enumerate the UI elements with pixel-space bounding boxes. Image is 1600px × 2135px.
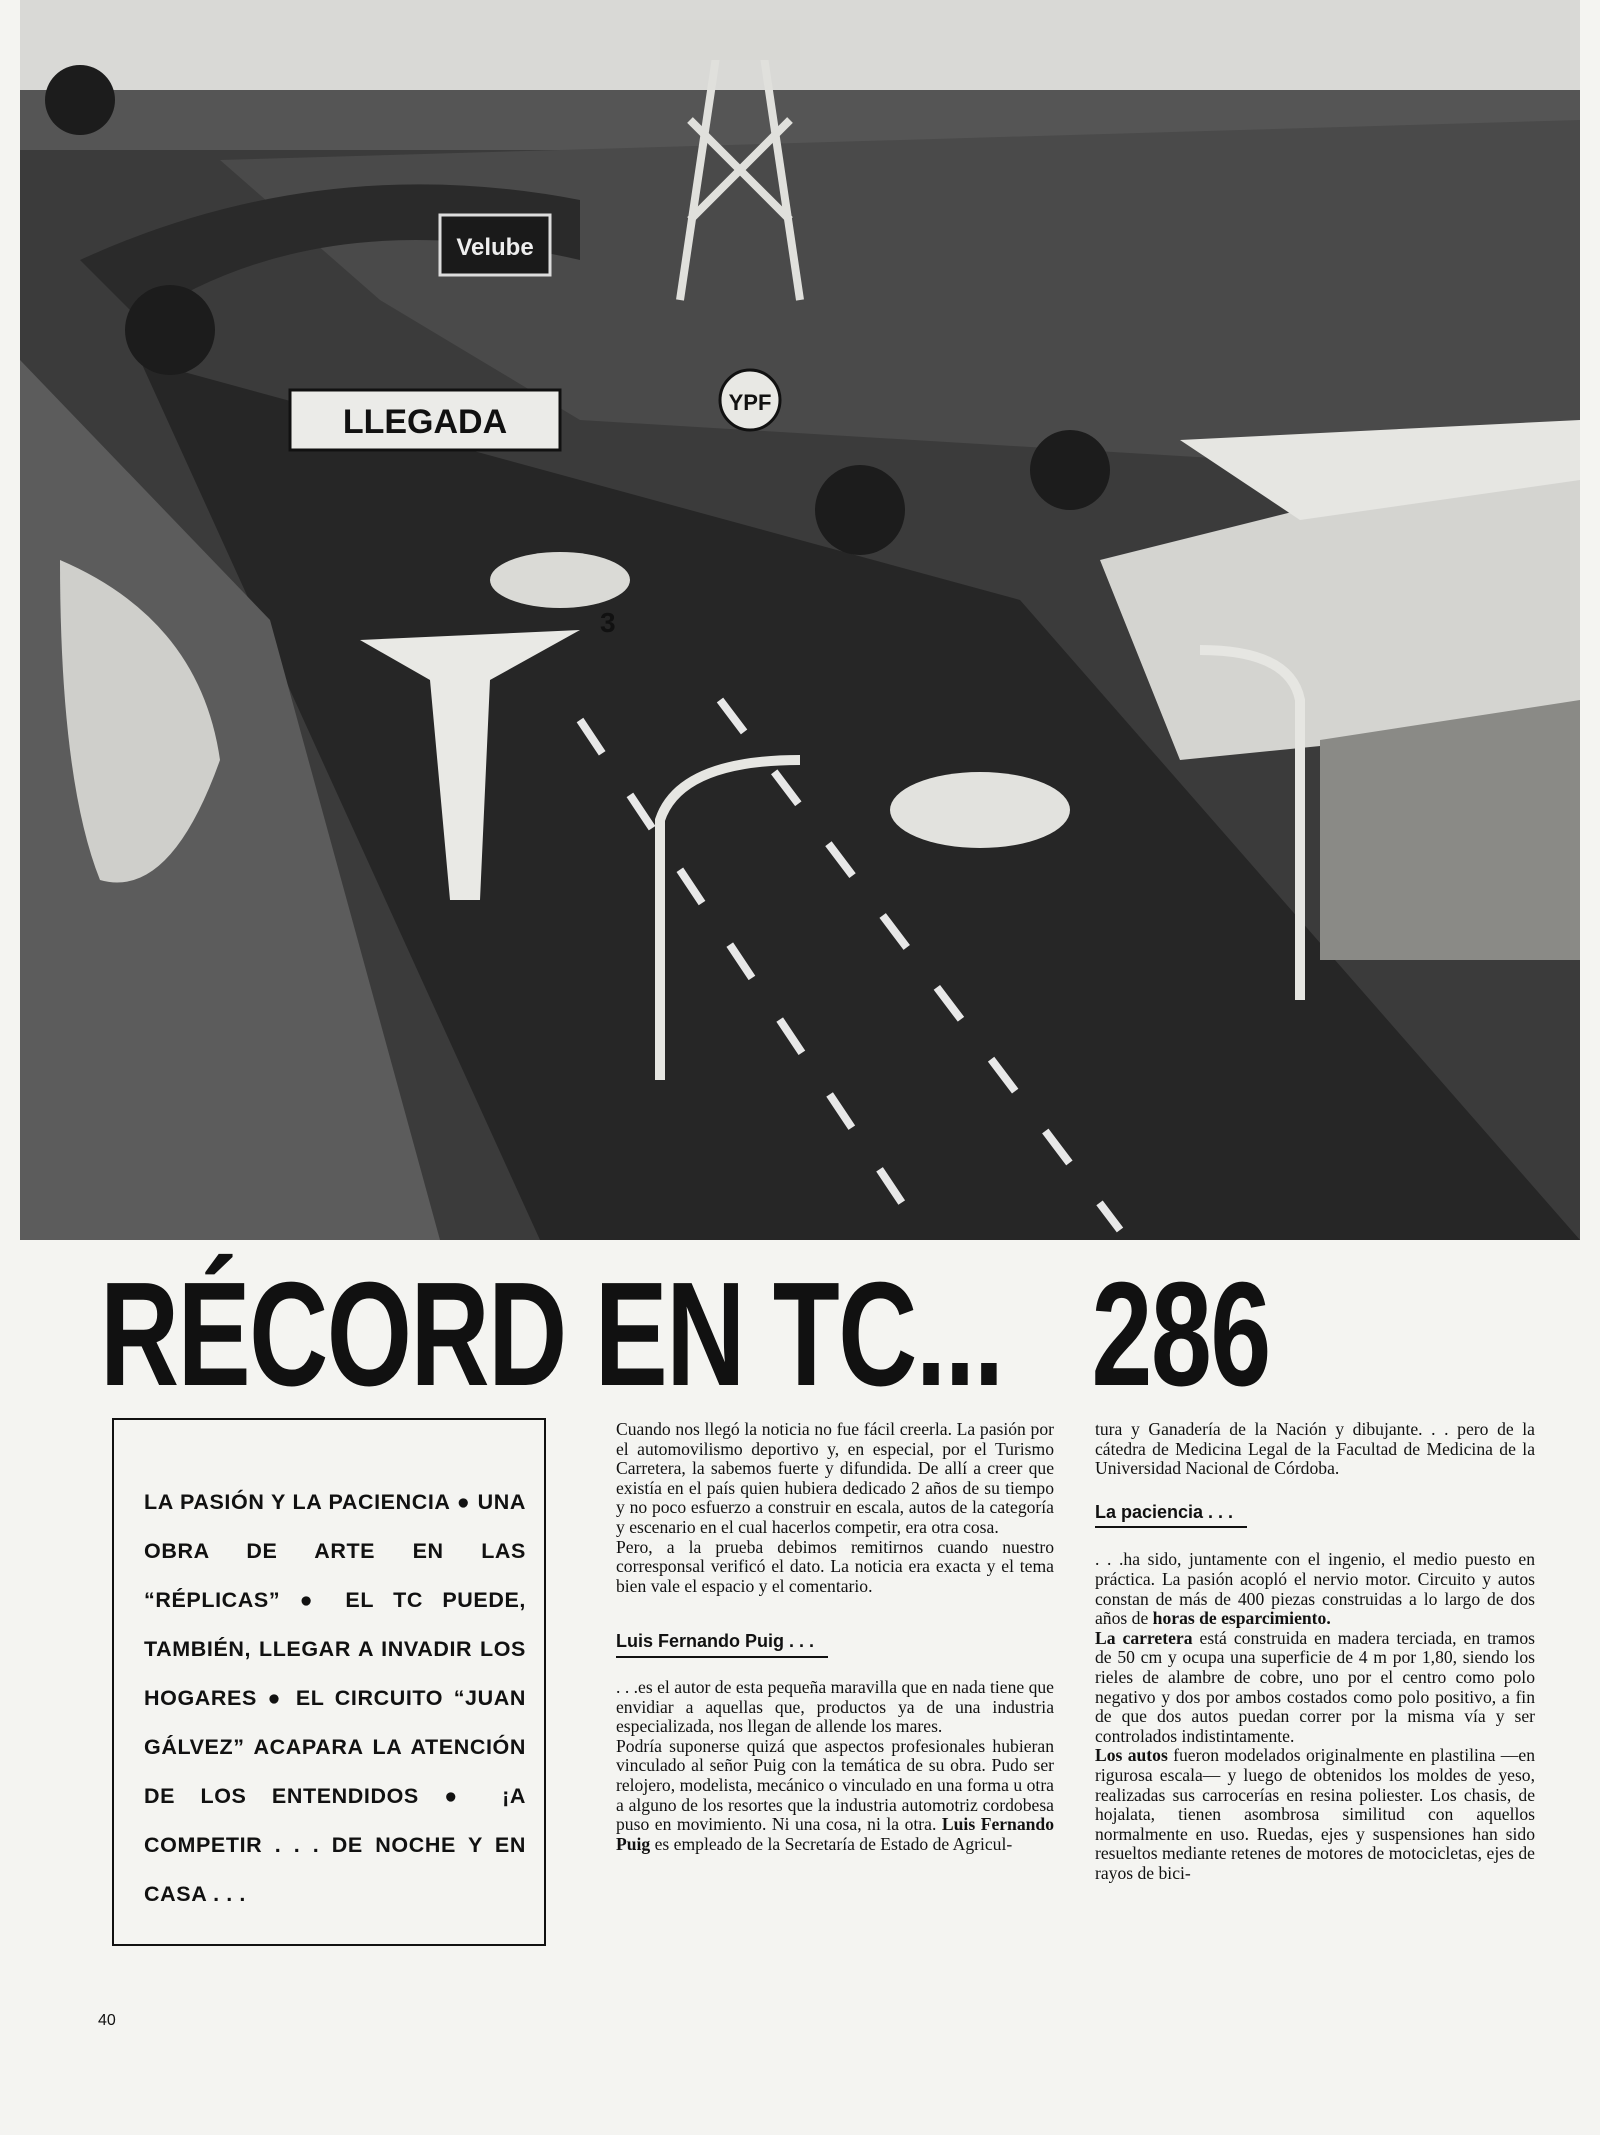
author-name-bold: Luis Fernando Puig — [616, 1814, 1055, 1854]
headline-title: RÉCORD EN TC... — [100, 1252, 1003, 1417]
paragraph-profession-text: Podría suponerse quizá que aspectos profesionales hubieran vinculado al señor Puig con la temática de su obra. Pudo ser relojero, modelista, mecánico o vinculado en una forma u otra a alguno de los resortes que la industria automotriz cordobesa puso en movimiento. Ni una cosa, ni la otra. — [616, 1735, 1054, 1835]
paragraph-carretera-text: está construida en madera terciada, en tramos de 50 cm y ocupa una superficie de 4 m por 1,80, siendo los rieles de alambre de cobre, uno por el centro como polo negativo y dos por ambos costados como polo positivo, a fin de que dos autos puedan correr por la misma vía y ser controlados indistintamente. — [1095, 1627, 1536, 1746]
subheading-puig: Luis Fernando Puig . . . — [616, 1632, 828, 1658]
leisure-hours-bold: horas de esparcimiento. — [1152, 1608, 1331, 1629]
intro-paragraph-2: Pero, a la prueba debimos remitirnos cuando nuestro corresponsal verificó el dato. La noticia era exacta y el tema bien vale el espacio y el comentario. — [616, 1536, 1054, 1596]
page-number: 40 — [98, 2012, 116, 2029]
paragraph-carretera — [1095, 1629, 1535, 1747]
paragraph-autos — [1095, 1746, 1535, 1883]
paragraph-autos-text: fueron modelados originalmente en plastilina —en rigurosa escala— y luego de obtenidos los moldes de yeso, realizadas sus carrocerías en resina poliester. Los chasis, de hojalata, tienen asombrosa similitud con aquellos normalmente en uso. Ruedas, ejes y suspensiones han sido resueltos mediante retenes de motores de motocicletas, ejes de rayos de bici- — [1095, 1745, 1535, 1883]
subheading-paciencia: La paciencia . . . — [1095, 1503, 1247, 1529]
intro-paragraph: Cuando nos llegó la noticia no fue fácil creerla. La pasión por el automovilismo deportivo y, en especial, por el Turismo Carretera, la sabemos fuerte y difundida. De allí a creer que existía en el país quien hubiera dedicado 2 años de su tiempo y no poco esfuerzo a construir en escala, autos de la categoría y escenario en el cual hacerlos competir, era otra cosa. — [616, 1419, 1054, 1537]
hero-photo — [20, 0, 1580, 1240]
article-column-2 — [1095, 1420, 1535, 1883]
paragraph-paciencia — [1095, 1550, 1535, 1628]
summary-text: LA PASIÓN Y LA PACIENCIA ● UNA OBRA DE ARTE EN LAS “RÉPLICAS” ● EL TC PUEDE, TAMBIÉN, LLEGAR A INVADIR LOS HOGARES ● EL CIRCUITO “JUAN GÁLVEZ” ACAPARA LA ATENCIÓN DE LOS ENTENDIDOS ● ¡A COMPETIR . . . DE NOCHE Y EN CASA . . . — [144, 1490, 526, 1906]
carretera-bold: La carretera — [1095, 1627, 1193, 1648]
race-track-model-image — [20, 0, 1580, 1240]
paragraph-profession-end: es empleado de la Secretaría de Estado de Agricul- — [654, 1833, 1013, 1854]
car-number-text: 3 — [600, 607, 616, 638]
paragraph-author: . . .es el autor de esta pequeña maravilla que en nada tiene que envidiar a aquellas que, productos ya de una industria especializada, nos llegan de allende los mares. — [616, 1676, 1054, 1737]
paragraph-continuation: tura y Ganadería de la Nación y dibujante. . . pero de la cátedra de Medicina Legal de la Facultad de Medicina de la Universidad Nacional de Córdoba. — [1095, 1419, 1535, 1479]
article-column-1 — [616, 1420, 1054, 1854]
headline — [100, 1252, 1270, 1417]
autos-bold: Los autos — [1095, 1745, 1168, 1766]
ypf-sign-text: YPF — [728, 390, 772, 415]
llegada-banner-text: LLEGADA — [342, 403, 508, 441]
paragraph-paciencia-text: . . .ha sido, juntamente con el ingenio, el medio puesto en práctica. La pasión acopló el nervio motor. Circuito y autos constan de más de 400 piezas construidas a lo largo de dos años de — [1095, 1549, 1535, 1629]
paragraph-profession — [616, 1737, 1054, 1855]
summary-box — [112, 1418, 546, 1946]
headline-number: 286 — [1091, 1252, 1270, 1417]
velube-sign-text: Velube — [456, 234, 534, 261]
